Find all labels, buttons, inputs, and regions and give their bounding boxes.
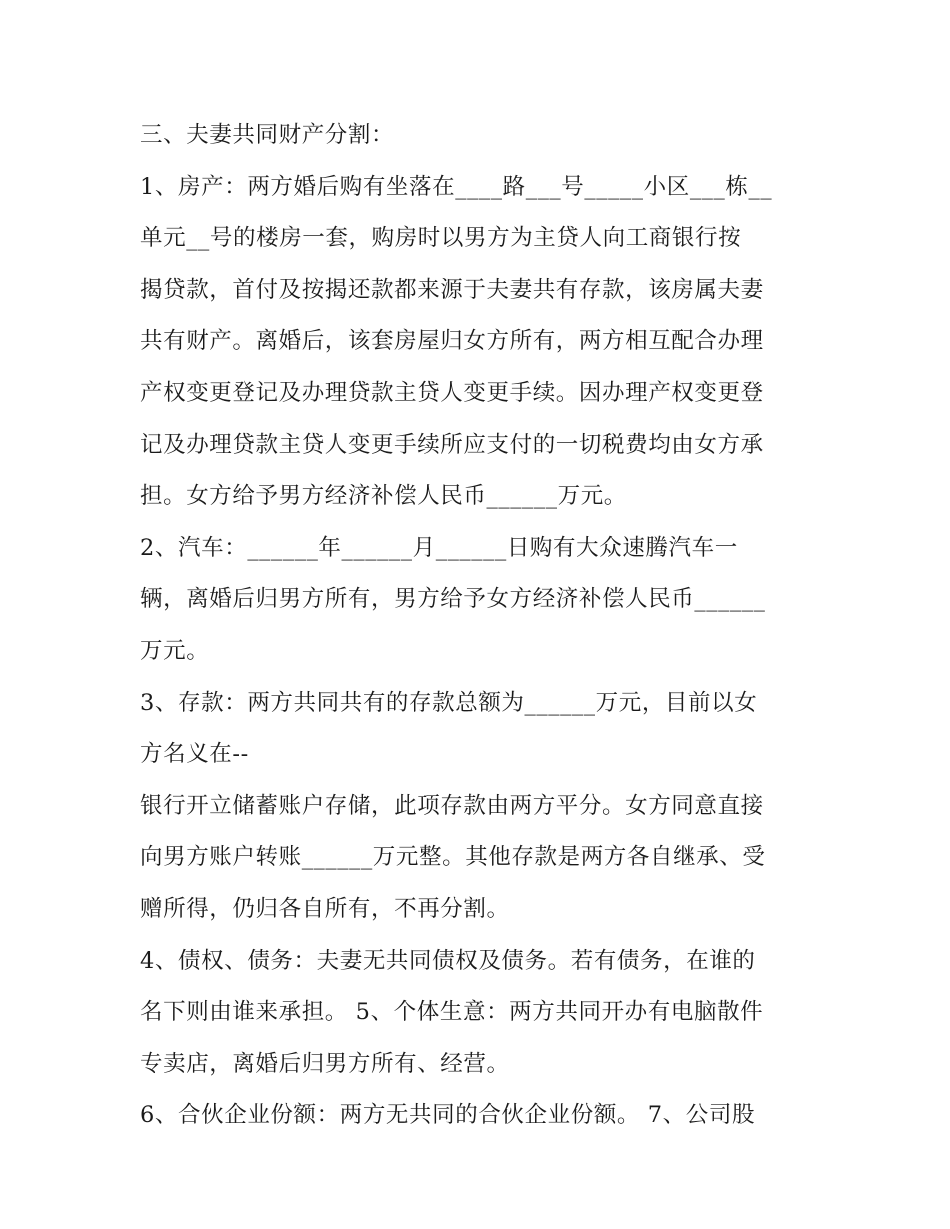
paragraph-line: 银行开立储蓄账户存储，此项存款由两方平分。女方同意直接 xyxy=(140,792,764,819)
paragraph-line: 1、房产：两方婚后购有坐落在____路___号_____小区___栋__ xyxy=(140,173,773,200)
paragraph-line: 4、债权、债务：夫妻无共同债权及债务。若有债务，在谁的 xyxy=(140,947,756,974)
paragraph-line: 万元。 xyxy=(140,637,210,664)
paragraph-line: 辆，离婚后归男方所有，男方给予女方经济补偿人民币______ xyxy=(140,586,766,613)
paragraph-line: 向男方账户转账______万元整。其他存款是两方各自继承、受 xyxy=(140,844,766,871)
paragraph-line: 共有财产。离婚后，该套房屋归女方所有，两方相互配合办理 xyxy=(140,328,764,355)
paragraph-line: 3、存款：两方共同共有的存款总额为______万元，目前以女 xyxy=(140,689,758,716)
paragraph-line: 方名义在-- xyxy=(140,741,249,768)
document-body xyxy=(140,110,820,1142)
paragraph-line: 记及办理贷款主贷人变更手续所应支付的一切税费均由女方承 xyxy=(140,431,764,458)
paragraph-line: 担。女方给予男方经济补偿人民币______万元。 xyxy=(140,483,627,510)
paragraph-line: 单元__号的楼房一套，购房时以男方为主贷人向工商银行按 xyxy=(140,225,742,252)
paragraph-line: 产权变更登记及办理贷款主贷人变更手续。因办理产权变更登 xyxy=(140,379,764,406)
paragraph-line: 名下则由谁来承担。 5、个体生意：两方共同开办有电脑散件 xyxy=(140,999,764,1026)
section-heading: 三、夫妻共同财产分割： xyxy=(140,122,395,148)
paragraph-line: 专卖店，离婚后归男方所有、经营。 xyxy=(140,1050,510,1077)
paragraph-line: 6、合伙企业份额：两方无共同的合伙企业份额。 7、公司股 xyxy=(140,1102,756,1129)
paragraph-line: 2、汽车：______年______月______日购有大众速腾汽车一 xyxy=(140,534,738,561)
paragraph-line: 赠所得，仍归各自所有，不再分割。 xyxy=(140,895,510,922)
paragraph-line: 揭贷款，首付及按揭还款都来源于夫妻共有存款，该房属夫妻 xyxy=(140,276,764,303)
